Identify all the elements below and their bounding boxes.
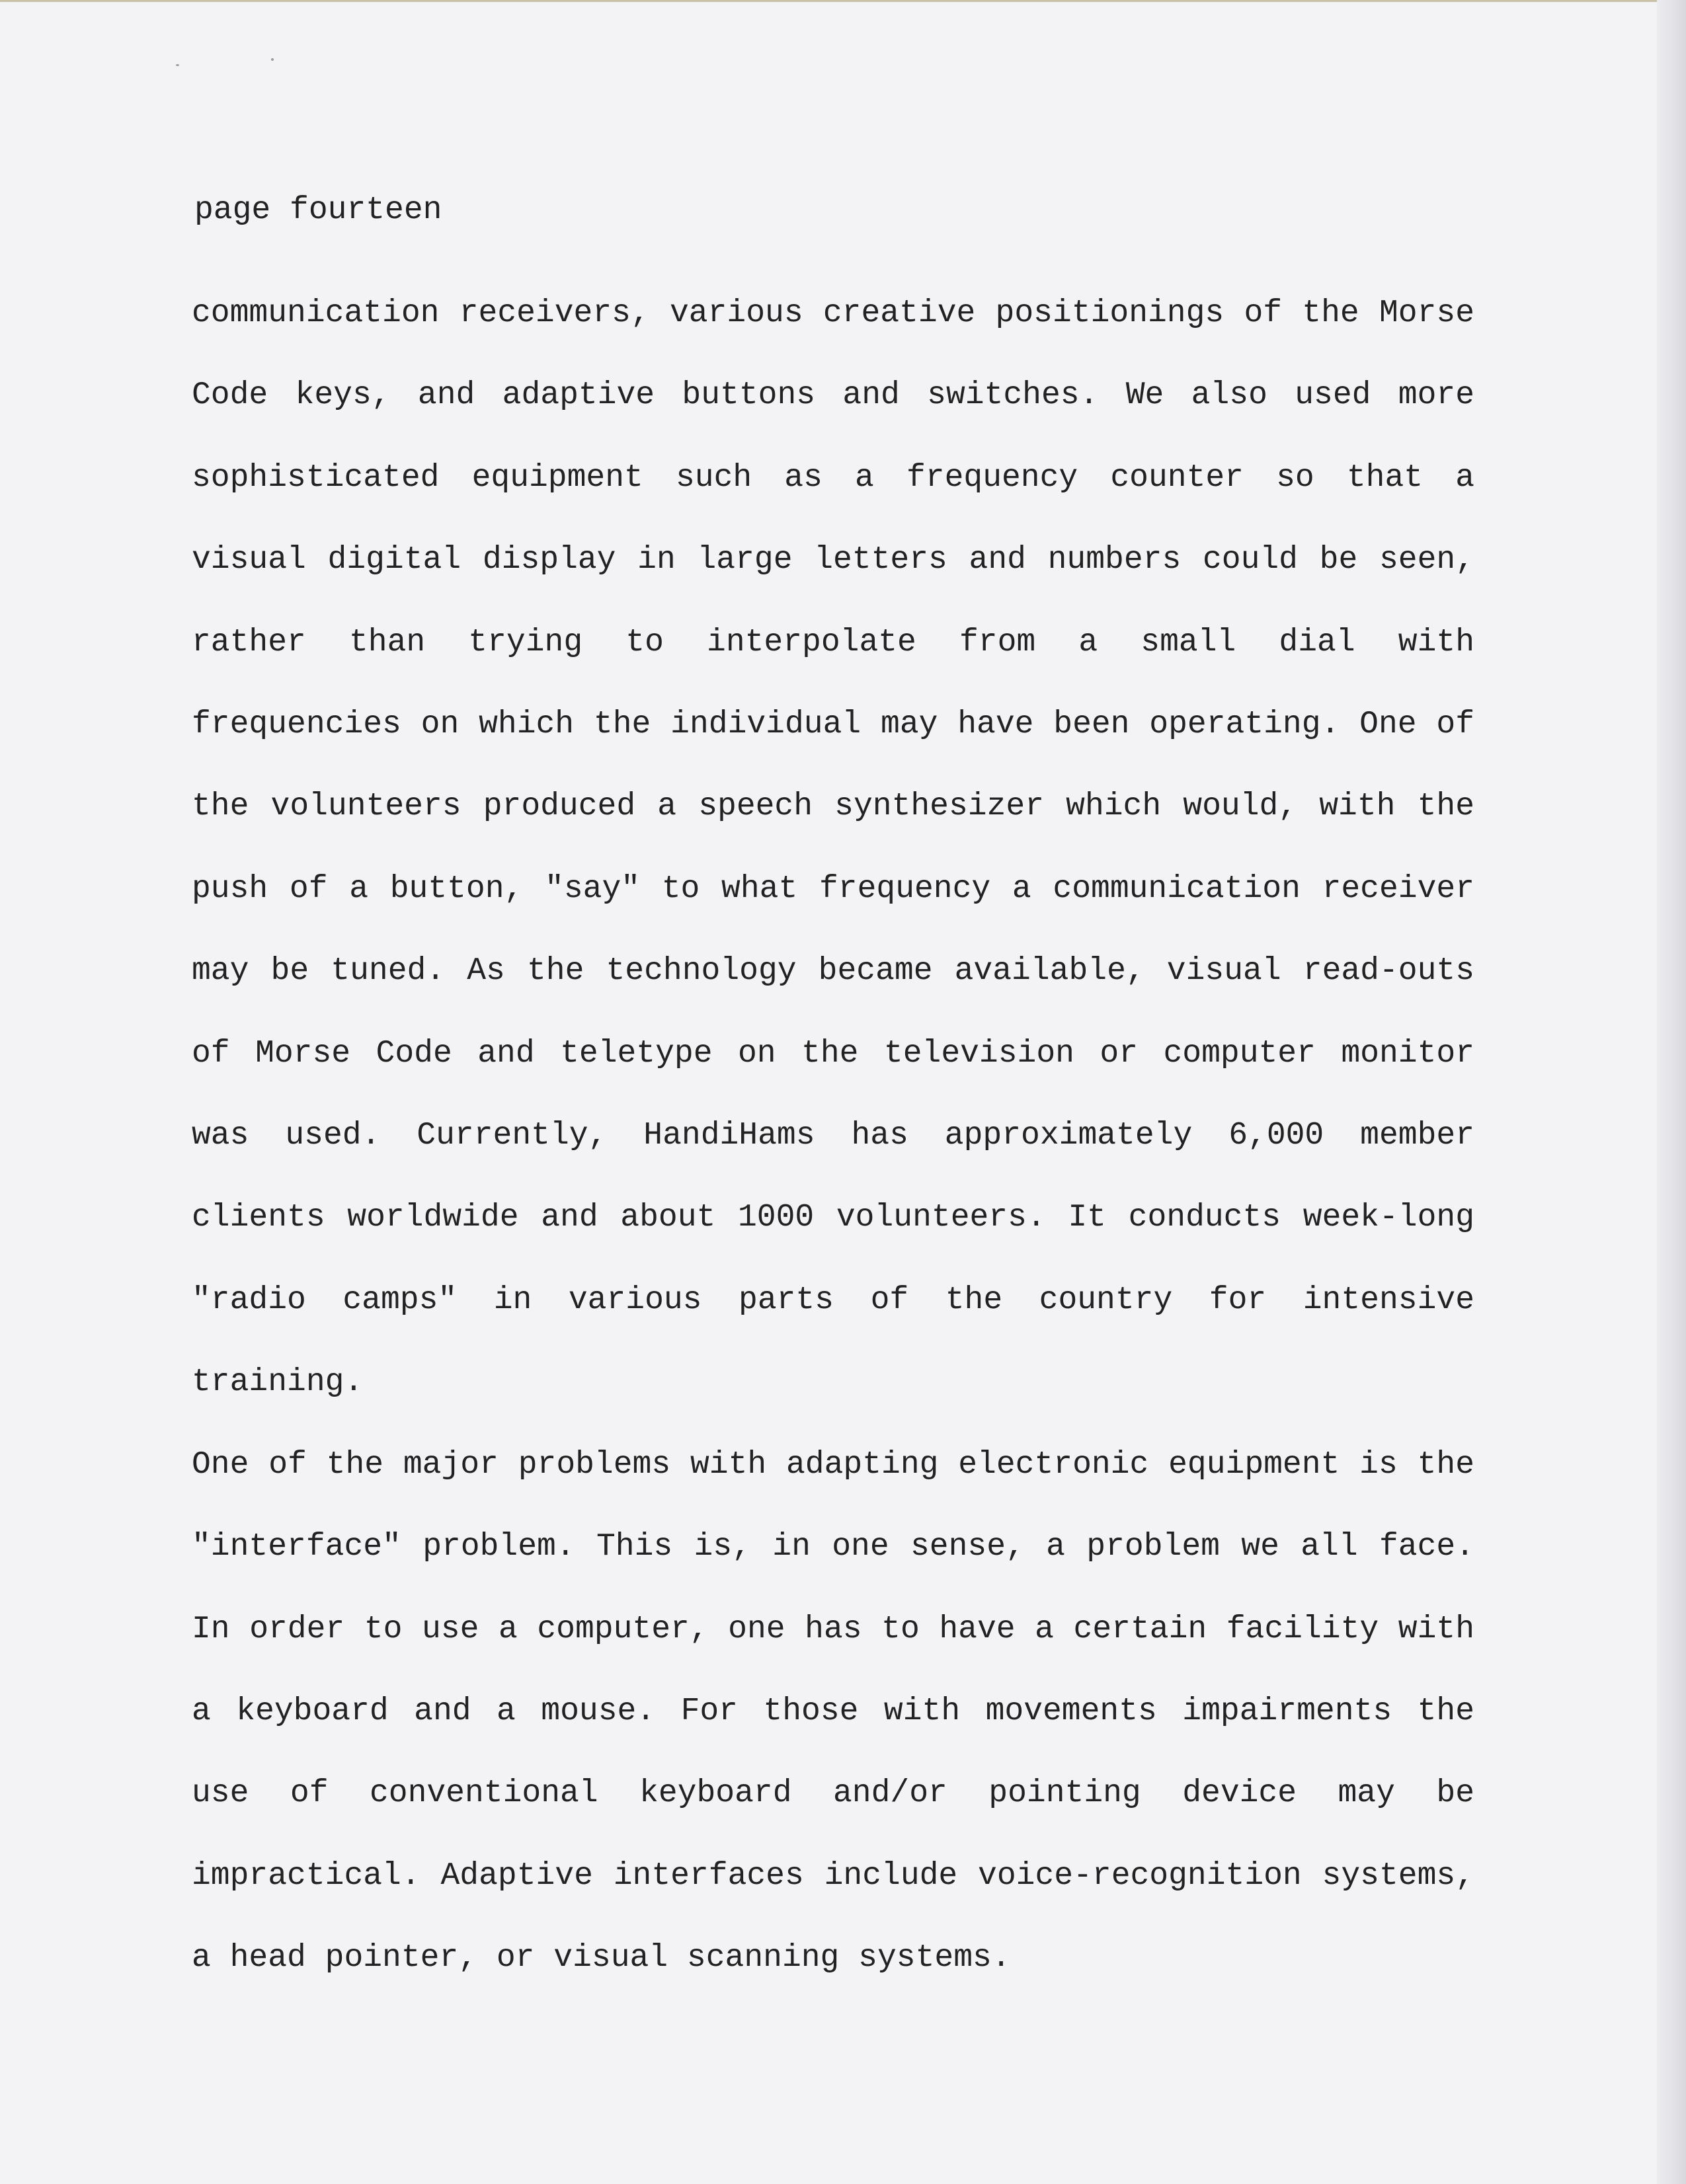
body-text bbox=[192, 272, 1474, 2000]
paragraph-2: One of the major problems with adapting electronic equipment is the "interface" problem. This is, in one sense, a problem we all face. In order to use a computer, one has to have a certain facility with a keyboard and a mouse. For those with movements impairments the use of conventional keyboard and/or pointing device may be impractical. Adaptive interfaces include voice-recognition systems, a head pointer, or visual scanning systems. bbox=[192, 1446, 1474, 1976]
page-label: page fourteen bbox=[194, 192, 442, 228]
paragraph-1: communication receivers, various creative positionings of the Morse Code keys, and adaptive buttons and switches. We also used more sophisticated equipment such as a frequency counter so that a visual digital display in large letters and numbers could be seen, rather than trying to interpolate from a small dial with frequencies on which the individual may have been operating. One of the volunteers produced a speech synthesizer which would, with the push of a button, "say" to what frequency a communication receiver may be tuned. As the technology became available, visual read-outs of Morse Code and teletype on the television or computer monitor was used. Currently, HandiHams has approximately 6,000 member clients worldwide and about 1000 volunteers. It conducts week-long "radio camps" in various parts of the country for intensive training. bbox=[192, 295, 1474, 1401]
paper-top-edge bbox=[0, 0, 1686, 2]
paper-right-edge-shadow bbox=[1657, 0, 1686, 2184]
scan-speck bbox=[271, 58, 274, 61]
scan-speck bbox=[176, 64, 179, 66]
